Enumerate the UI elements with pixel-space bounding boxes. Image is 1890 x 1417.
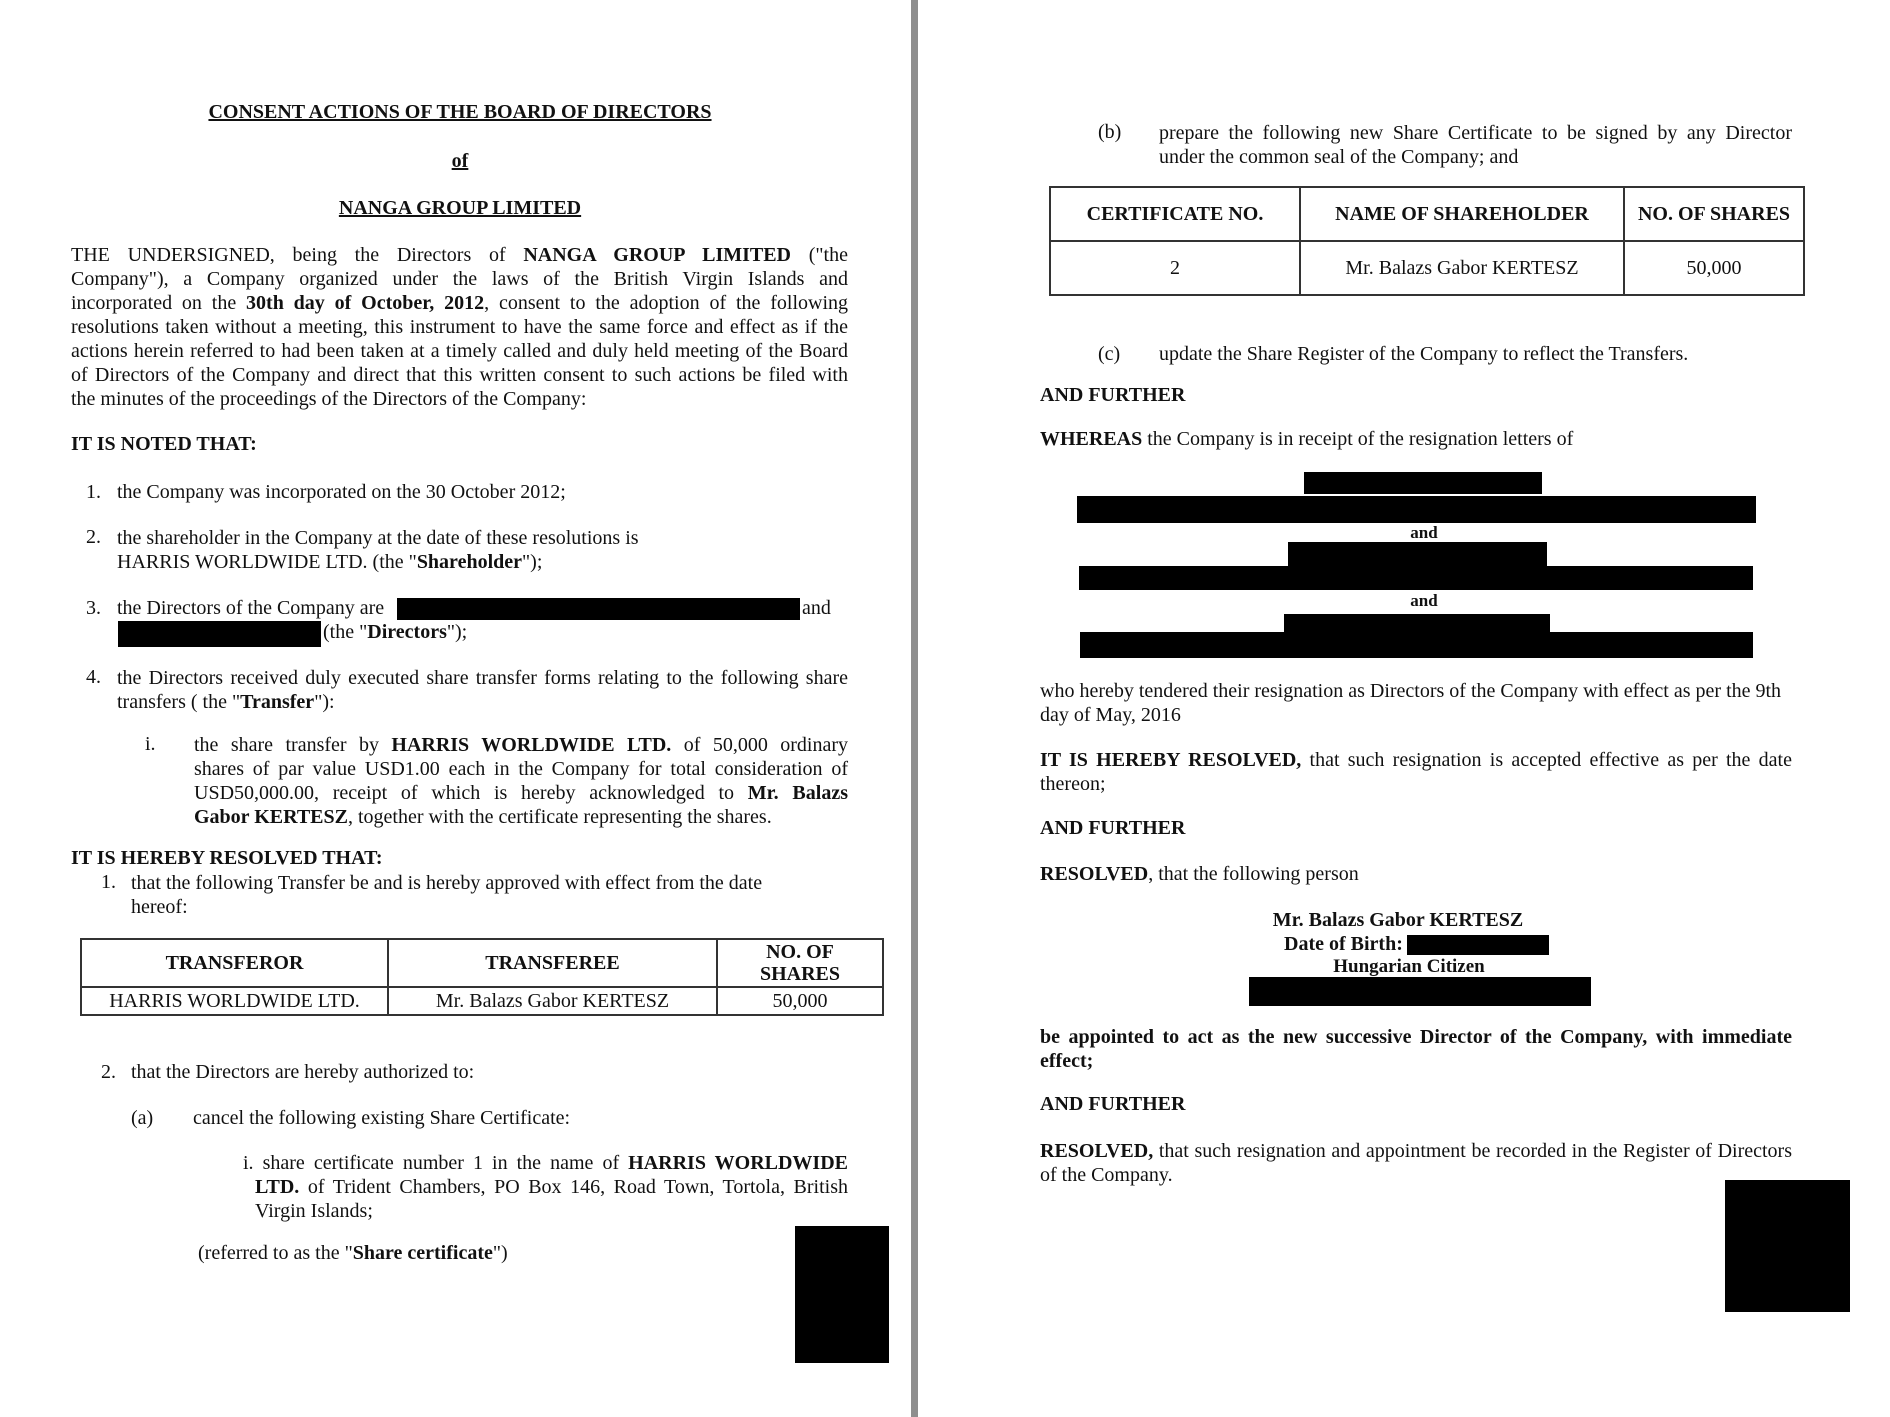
intro-line-7: the minutes of the proceedings of the Directors of the Company: (71, 388, 587, 410)
certificate-line-1: i. share certificate number 1 in the name of HARRIS WORLDWIDE (243, 1152, 848, 1174)
item-c-label: (c) (1098, 343, 1121, 365)
title-of: of (451, 150, 469, 172)
redacted-signature-left (795, 1226, 889, 1363)
intro-line-3: incorporated on the 30th day of October, 2012, consent to the adoption of the following (71, 292, 849, 314)
redacted-block-2b (1079, 566, 1753, 590)
whereas-text: WHEREAS the Company is in receipt of the resignation letters of (1040, 428, 1574, 450)
header-shareholder-name: NAME OF SHAREHOLDER (1300, 187, 1624, 241)
page-divider (911, 0, 918, 1417)
header-transferee: TRANSFEREE (388, 939, 717, 987)
cell-transferee: Mr. Balazs Gabor KERTESZ (388, 987, 717, 1015)
referred-as-text: (referred to as the "Share certificate") (198, 1242, 508, 1264)
tendered-line-2: day of May, 2016 (1040, 704, 1181, 726)
header-transferor: TRANSFEROR (81, 939, 388, 987)
redacted-signature-right (1725, 1180, 1850, 1312)
accepted-line-2: thereon; (1040, 773, 1106, 795)
noted-4-number: 4. (86, 666, 101, 688)
noted-4-line-1: the Directors received duly executed share transfer forms relating to the following share (117, 667, 848, 689)
redacted-block-3a (1284, 614, 1550, 632)
table-row (1050, 241, 1804, 295)
item-b-line-2: under the common seal of the Company; and (1159, 146, 1519, 168)
noted-3-line-1: the Directors of the Company are (117, 597, 385, 619)
appointed-text (1040, 1025, 1792, 1073)
resolved-1-line-2: hereof: (131, 896, 188, 918)
noted-1-number: 1. (86, 481, 101, 503)
redacted-director-name-1 (397, 598, 800, 620)
redacted-block-2a (1288, 542, 1547, 566)
cell-certificate-no: 2 (1050, 241, 1300, 295)
noted-3-and: and (802, 597, 831, 619)
tendered-line-1: who hereby tendered their resignation as Directors of the Company with effect as per the 9th (1040, 680, 1782, 702)
noted-i-line-2: shares of par value USD1.00 each in the Company for total consideration of (194, 758, 848, 780)
item-b-text (1159, 121, 1792, 169)
noted-heading: IT IS NOTED THAT: (71, 433, 257, 455)
appointee-citizenship: Hungarian Citizen (1333, 956, 1485, 977)
intro-line-2: Company"), a Company organized under the laws of the British Virgin Islands and (71, 268, 848, 290)
noted-2-line-2: HARRIS WORLDWIDE LTD. (the "Shareholder"); (117, 551, 543, 573)
header-no-of-shares: NO. OF SHARES (717, 939, 883, 987)
and-separator-1: and (1410, 523, 1438, 542)
intro-line-5: actions herein referred to had been taken at a timely called and duly held meeting of the Board (71, 340, 848, 362)
appointed-line-1: be appointed to act as the new successive Director of the Company, with immediate (1040, 1026, 1792, 1048)
resolved-heading: IT IS HEREBY RESOLVED THAT: (71, 847, 383, 869)
item-b-line-1: prepare the following new Share Certificate to be signed by any Director (1159, 122, 1792, 144)
recorded-line-1: RESOLVED, that such resignation and appointment be recorded in the Register of Directors (1040, 1140, 1792, 1162)
appointee-dob-label: Date of Birth: (1284, 933, 1403, 955)
noted-2-line-1: the shareholder in the Company at the date of these resolutions is (117, 527, 639, 549)
item-a-label: (a) (131, 1107, 154, 1129)
cell-shares: 50,000 (1624, 241, 1804, 295)
resolved-2-text: that the Directors are hereby authorized to: (131, 1061, 475, 1083)
intro-paragraph (71, 243, 848, 411)
intro-line-1: THE UNDERSIGNED, being the Directors of NANGA GROUP LIMITED ("the (71, 244, 848, 266)
resolved-person-text: RESOLVED, that the following person (1040, 863, 1359, 885)
intro-line-6: of Directors of the Company and direct that this written consent to such actions be filed with (71, 364, 848, 386)
and-further-2: AND FURTHER (1040, 817, 1186, 839)
and-separator-2: and (1410, 591, 1438, 610)
cell-transferor: HARRIS WORLDWIDE LTD. (81, 987, 388, 1015)
noted-2-number: 2. (86, 526, 101, 548)
noted-i-line-3: USD50,000.00, receipt of which is hereby acknowledged to Mr. Balazs (194, 782, 848, 804)
redacted-block-3b (1080, 632, 1753, 658)
noted-4-text (117, 666, 848, 714)
and-further-1: AND FURTHER (1040, 384, 1186, 406)
header-certificate-no: CERTIFICATE NO. (1050, 187, 1300, 241)
noted-i-line-1: the share transfer by HARRIS WORLDWIDE LTD. of 50,000 ordinary (194, 734, 848, 756)
resolved-1-text (131, 871, 762, 919)
certificate-line-3: Virgin Islands; (255, 1200, 373, 1222)
certificate-line-2: LTD. of Trident Chambers, PO Box 146, Road Town, Tortola, British (255, 1176, 848, 1198)
transfer-table (80, 938, 884, 1016)
document-page-right (918, 0, 1890, 1417)
resolved-1-line-1: that the following Transfer be and is hereby approved with effect from the date (131, 872, 763, 894)
item-a-text: cancel the following existing Share Certificate: (193, 1107, 571, 1129)
appointee-name: Mr. Balazs Gabor KERTESZ (1272, 909, 1524, 931)
header-no-of-shares: NO. OF SHARES (1624, 187, 1804, 241)
item-c-text: update the Share Register of the Company to reflect the Transfers. (1159, 343, 1689, 365)
transfer-table-header-row (81, 939, 883, 987)
existing-certificate-text (243, 1151, 848, 1223)
redacted-date-of-birth (1407, 935, 1549, 955)
appointed-line-2: effect; (1040, 1050, 1094, 1072)
intro-line-4: resolutions taken without a meeting, this instrument to have the same force and effect as if the (71, 316, 848, 338)
item-b-label: (b) (1098, 121, 1122, 143)
noted-i-text (194, 733, 848, 829)
noted-2-text (117, 526, 639, 574)
and-further-3: AND FURTHER (1040, 1093, 1186, 1115)
noted-1-text: the Company was incorporated on the 30 October 2012; (117, 481, 566, 503)
document-page-left (0, 0, 911, 1417)
recorded-line-2: of the Company. (1040, 1164, 1173, 1186)
cell-shares: 50,000 (717, 987, 883, 1015)
company-name: NANGA GROUP LIMITED (338, 197, 582, 219)
certificate-table (1049, 186, 1805, 296)
recorded-text (1040, 1139, 1792, 1187)
document-title: CONSENT ACTIONS OF THE BOARD OF DIRECTORS (208, 101, 712, 123)
cell-shareholder-name: Mr. Balazs Gabor KERTESZ (1300, 241, 1624, 295)
noted-i-number: i. (145, 733, 156, 755)
resolved-1-number: 1. (101, 871, 116, 893)
tendered-text (1040, 679, 1781, 727)
noted-3-line-2: (the "Directors"); (323, 621, 468, 643)
certificate-table-header-row (1050, 187, 1804, 241)
redacted-director-name-2 (118, 621, 321, 647)
noted-i-line-4: Gabor KERTESZ, together with the certificate representing the shares. (194, 806, 772, 828)
accepted-text (1040, 748, 1792, 796)
redacted-block-1b (1077, 496, 1756, 523)
table-row (81, 987, 883, 1015)
noted-4-line-2: transfers ( the "Transfer"): (117, 691, 335, 713)
redacted-block-1a (1304, 472, 1542, 494)
noted-3-number: 3. (86, 597, 101, 619)
accepted-line-1: IT IS HEREBY RESOLVED, that such resignation is accepted effective as per the date (1040, 749, 1792, 771)
redacted-appointee-details (1249, 977, 1591, 1006)
resolved-2-number: 2. (101, 1061, 116, 1083)
